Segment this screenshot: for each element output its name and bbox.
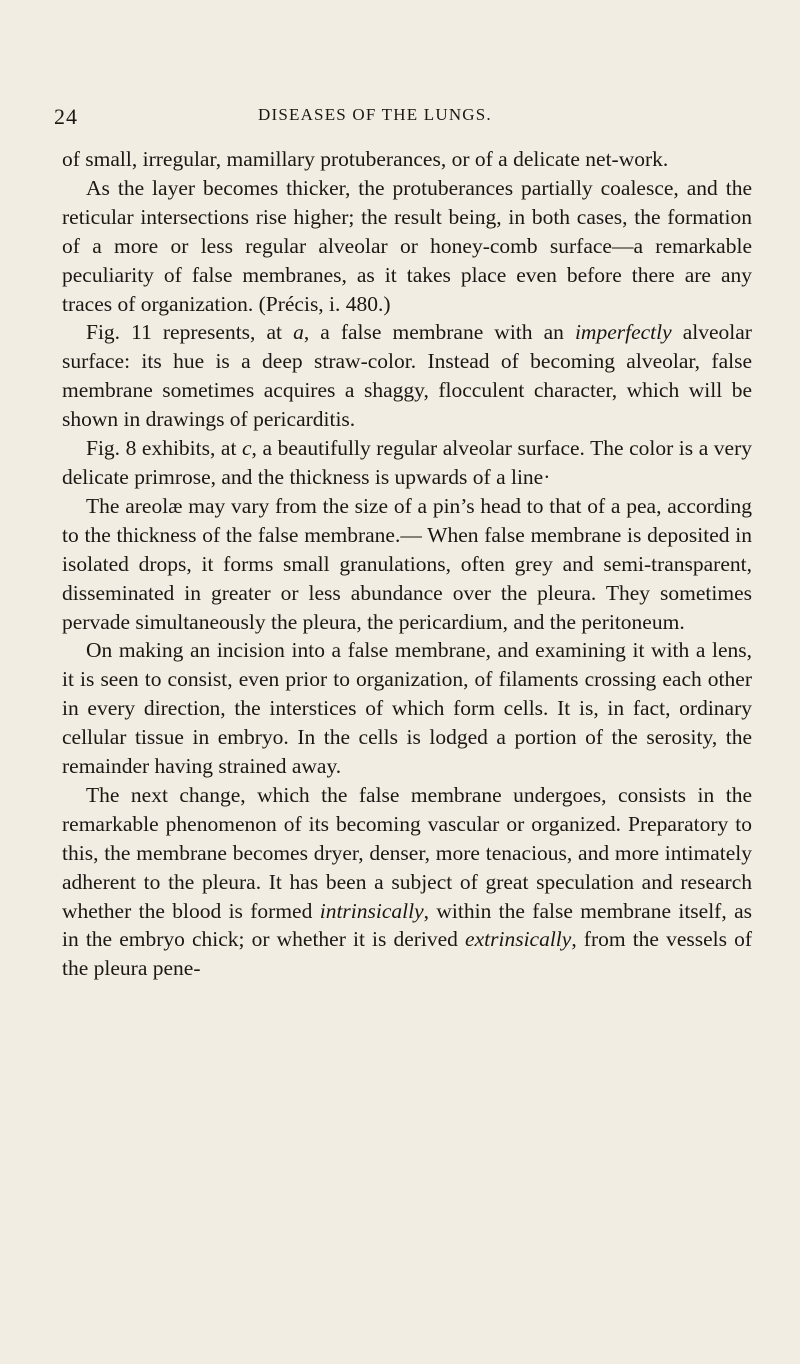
body-text — [62, 145, 752, 983]
page-header — [0, 104, 800, 134]
emphasis-extrinsically: extrinsically — [465, 927, 572, 952]
paragraph-5: The areolæ may vary from the size of a pin’s head to that of a pea, according to the thickness of the false membrane.— When false membrane is deposited in isolated drops, it forms small granulations, often grey and semi-transparent, disseminated in greater or less abundance over the pleura. They sometimes pervade simultaneously the pleura, the pericardium, and the peritoneum. — [62, 493, 752, 634]
paragraph-7-text: The next change, which the false membrane undergoes, consists in the remarkable phenomenon of its becoming vascular or organized. Preparatory to this, the membrane becomes dryer, denser, more tenacious, and more intimately adherent to the pleura. It has been a subject of great speculation and research whether the blood is formed — [62, 782, 752, 923]
paragraph-7-text: , from the vessels of the pleura pene- — [62, 927, 752, 981]
paragraph-3-text: alveolar surface: its hue is a deep straw-color. Instead of becoming alveolar, false membrane sometimes acquires a shaggy, flocculent character, which will be shown in drawings of pericarditis. — [62, 320, 752, 432]
paragraph-3 — [62, 318, 752, 434]
paragraph-7 — [62, 781, 752, 983]
paragraph-3-text: , a false membrane with an — [303, 320, 575, 345]
paragraph-7-text: , within the false membrane itself, as in the embryo chick; or whether it is derived — [62, 898, 752, 952]
running-head: DISEASES OF THE LUNGS. — [258, 105, 492, 124]
emphasis-imperfectly: imperfectly — [574, 320, 672, 345]
paragraph-2: As the layer becomes thicker, the protuberances partially coalesce, and the reticular intersections rise higher; the result being, in both cases, the formation of a more or less regular alveolar or honey-comb surface—a remarkable peculiarity of false membranes, as it takes place even before there are any traces of organization. (Précis, i. 480.) — [62, 175, 752, 316]
page-number: 24 — [54, 104, 78, 129]
figure-letter-a: a — [293, 320, 304, 345]
paragraph-4-text: Fig. 8 exhibits, at — [86, 436, 242, 461]
paragraph-4 — [62, 434, 752, 492]
emphasis-intrinsically: intrinsically — [319, 898, 424, 923]
paragraph-3-text: Fig. 11 represents, at — [86, 320, 294, 345]
figure-letter-c: c — [242, 436, 252, 461]
paragraph-1: of small, irregular, mamillary protuberances, or of a delicate net-work. — [62, 147, 669, 171]
paragraph-6: On making an incision into a false membrane, and examining it with a lens, it is seen to consist, even prior to organization, of filaments crossing each other in every direction, the interstices of which form cells. It is, in fact, ordinary cellular tissue in embryo. In the cells is lodged a portion of the serosity, the remainder having strained away. — [62, 638, 752, 779]
paragraph-4-text: , a beautifully regular alveolar surface. The color is a very delicate primrose, and the thickness is upwards of a line· — [62, 436, 752, 489]
